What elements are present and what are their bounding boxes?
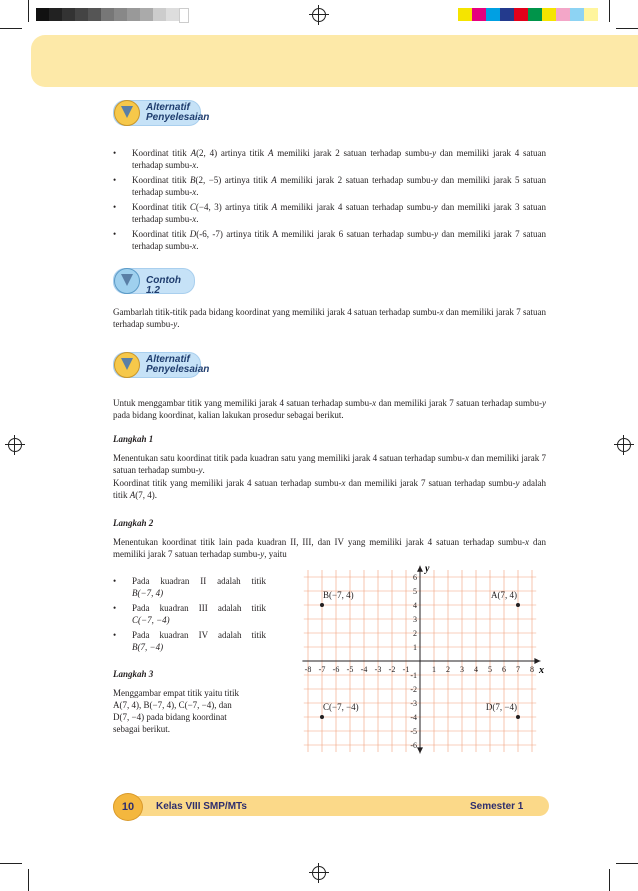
point-label: D(7, −4) bbox=[485, 702, 517, 712]
langkah-3-line: A(7, 4), B(−7, 4), C(−7, −4), dan bbox=[113, 700, 232, 710]
langkah-3-text bbox=[113, 687, 263, 735]
badge-line-1: Alternatif bbox=[146, 354, 190, 365]
y-tick-label: 3 bbox=[413, 615, 417, 624]
x-tick-label: 1 bbox=[432, 665, 436, 674]
bullet-text: Koordinat titik B(2, −5) artinya titik A memiliki jarak 2 satuan terhadap sumbu-y dan memiliki jarak 5 satuan terhadap sumbu-x. bbox=[132, 175, 546, 197]
page-number: 10 bbox=[113, 793, 143, 821]
x-tick-label: 3 bbox=[460, 665, 464, 674]
langkah-1-text: Menentukan satu koordinat titik pada kuadran satu yang memiliki jarak 4 satuan terhadap sumbu-x dan memiliki jarak 7 satuan terhadap sumbu-y. bbox=[113, 453, 547, 475]
y-tick-label: -4 bbox=[410, 713, 417, 722]
y-axis-arrow bbox=[417, 566, 423, 572]
langkah-2-text: Menentukan koordinat titik lain pada kuadran II, III, dan IV yang memiliki jarak 4 satuan terhadap sumbu-x dan memiliki jarak 7 satuan terhadap sumbu-y, yaitu bbox=[113, 537, 546, 559]
quadrant-text: Pada kuadran III adalah titik bbox=[132, 603, 266, 613]
x-tick-label: -3 bbox=[374, 665, 382, 674]
y-tick-label: 4 bbox=[413, 601, 417, 610]
x-tick-label: -1 bbox=[402, 665, 410, 674]
x-axis-label: x bbox=[539, 665, 544, 676]
langkah-3-line: D(7, −4) pada bidang koordinat bbox=[113, 712, 227, 722]
y-tick-label: -3 bbox=[410, 699, 417, 708]
registration-mark-top bbox=[312, 8, 326, 22]
y-tick-label: 6 bbox=[413, 573, 417, 582]
quadrant-point: C(−7, −4) bbox=[132, 615, 170, 625]
registration-mark-bottom bbox=[312, 866, 326, 880]
point-label: A(7, 4) bbox=[491, 590, 517, 600]
point-marker bbox=[320, 715, 324, 719]
footer-book-title: Kelas VIII SMP/MTs bbox=[156, 801, 247, 812]
x-tick-label: -2 bbox=[388, 665, 396, 674]
y-tick-label: 5 bbox=[413, 587, 417, 596]
y-tick-label: -2 bbox=[410, 685, 417, 694]
langkah-1-text-2: Koordinat titik yang memiliki jarak 4 satuan terhadap sumbu-x dan memiliki jarak 7 satuan terhadap sumbu-y adalah titik A(7, 4). bbox=[113, 478, 547, 500]
point-label: C(−7, −4) bbox=[323, 702, 359, 712]
langkah-2-title: Langkah 2 bbox=[113, 518, 154, 528]
x-tick-label: 4 bbox=[474, 665, 478, 674]
point-marker bbox=[320, 603, 324, 607]
x-tick-label: 6 bbox=[502, 665, 506, 674]
contoh-text: Gambarlah titik-titik pada bidang koordinat yang memiliki jarak 4 satuan terhadap sumbu-x dan memiliki jarak 7 satuan terhadap sumbu-y. bbox=[113, 307, 546, 329]
intro-text: Untuk menggambar titik yang memiliki jarak 4 satuan terhadap sumbu-x dan memiliki jarak 7 satuan terhadap sumbu-y pada bidang koordinat, kalian lakukan prosedur sebagai berikut. bbox=[113, 398, 547, 420]
badge-line-2: Penyelesaian bbox=[146, 112, 210, 123]
point-marker bbox=[516, 603, 520, 607]
contoh-badge bbox=[113, 268, 195, 294]
x-tick-label: -6 bbox=[332, 665, 340, 674]
badge-line-1: Alternatif bbox=[146, 102, 190, 113]
quadrant-point: B(−7, 4) bbox=[132, 588, 164, 598]
coordinate-plane bbox=[290, 556, 550, 766]
bullet-text: Koordinat titik C(−4, 3) artinya titik A memiliki jarak 4 satuan terhadap sumbu-y dan memiliki jarak 3 satuan terhadap sumbu-x. bbox=[132, 202, 546, 224]
x-tick-label: 5 bbox=[488, 665, 492, 674]
quadrant-text: Pada kuadran IV adalah titik bbox=[132, 630, 266, 640]
quadrant-text: Pada kuadran II adalah titik bbox=[132, 576, 266, 586]
bullet-text: Koordinat titik A(2, 4) artinya titik A memiliki jarak 2 satuan terhadap sumbu-y dan memiliki jarak 4 satuan terhadap sumbu-x. bbox=[132, 148, 546, 170]
solution-icon bbox=[114, 100, 140, 126]
y-tick-label: -1 bbox=[410, 671, 417, 680]
y-tick-label: -5 bbox=[410, 727, 417, 736]
registration-mark-left bbox=[8, 438, 22, 452]
y-tick-label: 1 bbox=[413, 643, 417, 652]
y-tick-label: 2 bbox=[413, 629, 417, 638]
footer-semester: Semester 1 bbox=[470, 801, 524, 812]
quadrant-point: B(7, −4) bbox=[132, 642, 164, 652]
langkah-3-line: sebagai berikut. bbox=[113, 724, 170, 734]
alternatif-penyelesaian-badge bbox=[113, 100, 210, 126]
x-tick-label: -7 bbox=[318, 665, 326, 674]
contoh-label: Contoh 1.2 bbox=[146, 275, 181, 296]
y-axis-arrow-down bbox=[417, 747, 423, 753]
x-tick-label: -5 bbox=[346, 665, 354, 674]
langkah-1-title: Langkah 1 bbox=[113, 434, 154, 444]
point-label: B(−7, 4) bbox=[323, 590, 354, 600]
x-tick-label: -8 bbox=[304, 665, 312, 674]
badge-line-2: Penyelesaian bbox=[146, 364, 210, 375]
alternatif-penyelesaian-badge bbox=[113, 352, 210, 378]
registration-mark-right bbox=[617, 438, 631, 452]
x-tick-label: 8 bbox=[530, 665, 534, 674]
example-icon bbox=[114, 268, 140, 294]
x-tick-label: -4 bbox=[360, 665, 368, 674]
point-marker bbox=[516, 715, 520, 719]
solution-icon bbox=[114, 352, 140, 378]
y-axis-label: y bbox=[425, 563, 430, 575]
x-tick-label: 7 bbox=[516, 665, 520, 674]
langkah-3-line: Menggambar empat titik yaitu titik bbox=[113, 688, 239, 698]
y-tick-label: -6 bbox=[410, 741, 417, 750]
x-axis-arrow bbox=[534, 658, 540, 664]
header-banner bbox=[31, 35, 638, 87]
x-tick-label: 2 bbox=[446, 665, 450, 674]
langkah-3-title: Langkah 3 bbox=[113, 669, 154, 679]
bullet-text: Koordinat titik D(-6, -7) artinya titik A memiliki jarak 6 satuan terhadap sumbu-y dan memiliki jarak 7 satuan terhadap sumbu-x. bbox=[132, 229, 546, 251]
